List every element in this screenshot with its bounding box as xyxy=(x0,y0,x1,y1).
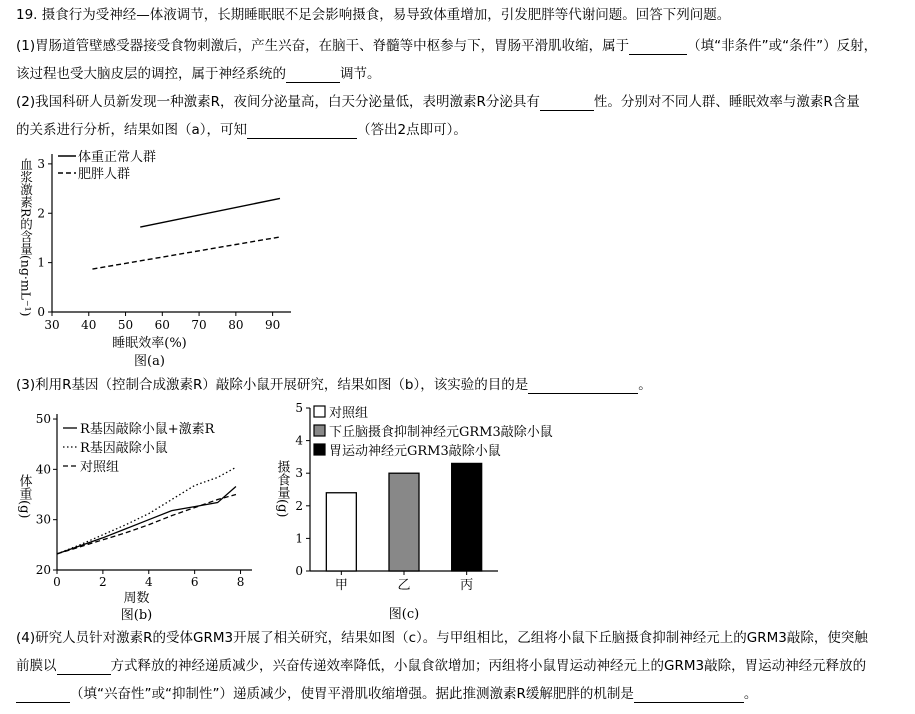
legend-swatch-2 xyxy=(314,425,325,436)
y-tick-label: 1 xyxy=(295,531,303,546)
p4-text-a: (4)研究人员针对激素R的受体GRM3开展了相关研究，结果如图（c）。与甲组相比，乙组将小鼠下丘脑摄食抑制神经元上的GRM3敲除，使突触 xyxy=(16,630,868,646)
y-tick-label: 3 xyxy=(295,466,303,481)
legend-label-1: 体重正常人群 xyxy=(78,150,157,165)
answer-blank-8[interactable] xyxy=(634,688,744,703)
chart-b xyxy=(14,400,264,622)
y-tick-label: 0 xyxy=(37,305,45,319)
y-tick-label: 5 xyxy=(295,401,303,415)
x-tick-label: 30 xyxy=(44,318,60,332)
question-part-2-line-1 xyxy=(16,93,860,111)
x-tick-label: 2 xyxy=(99,575,107,589)
p3-text-b: 。 xyxy=(638,377,652,393)
y-tick-label: 4 xyxy=(295,433,303,448)
legend-label-1: 对照组 xyxy=(329,406,369,421)
y-axis-label: 摄食量(g) xyxy=(274,460,290,518)
p4-text-d: （填“兴奋性”或“抑制性”）递质减少，使胃平滑肌收缩增强。据此推测激素R缓解肥胖的机制是 xyxy=(70,686,634,702)
p2-text-a: (2)我国科研人员新发现一种激素R，夜间分泌量高，白天分泌量低，表明激素R分泌具有 xyxy=(16,94,540,110)
answer-blank-4[interactable] xyxy=(247,124,357,139)
p2-text-c: 的关系进行分析，结果如图（a），可知 xyxy=(16,122,248,138)
p3-text-a: (3)利用R基因（控制合成激素R）敲除小鼠开展研究，结果如图（b），该实验的目的是 xyxy=(16,377,529,393)
series-line-2 xyxy=(92,237,280,269)
y-tick-label: 40 xyxy=(35,462,51,477)
p2-text-b: 性。分别对不同人群、睡眠效率与激素R含量 xyxy=(593,94,860,110)
x-tick-label: 70 xyxy=(191,318,207,332)
x-tick-label: 8 xyxy=(236,575,245,589)
y-tick-label: 3 xyxy=(37,156,45,171)
x-axis-label: 睡眠效率(%) xyxy=(112,336,187,351)
answer-blank-1[interactable] xyxy=(629,40,687,55)
legend-label-2: 肥胖人群 xyxy=(78,167,131,182)
y-tick-label: 2 xyxy=(295,498,303,513)
x-tick-label: 80 xyxy=(228,318,244,332)
legend-label-2: 下丘脑摄食抑制神经元GRM3敲除小鼠 xyxy=(329,425,553,440)
x-tick-label: 甲 xyxy=(334,578,348,593)
p4-text-e: 。 xyxy=(743,686,758,702)
legend-label-1: R基因敲除小鼠+激素R xyxy=(80,422,215,437)
question-part-2-line-2 xyxy=(16,121,467,139)
y-tick-label: 0 xyxy=(295,564,303,578)
y-tick-label: 50 xyxy=(35,412,51,427)
y-axis-label: 血浆激素R的含量(ng·mL⁻¹) xyxy=(18,158,34,317)
p1-text-d: 调节。 xyxy=(340,66,381,82)
answer-blank-3[interactable] xyxy=(540,96,594,111)
legend-label-3: 胃运动神经元GRM3敲除小鼠 xyxy=(329,444,501,459)
y-axis-label: 体重(g) xyxy=(16,474,32,519)
legend-label-2: R基因敲除小鼠 xyxy=(80,441,168,456)
legend-label-3: 对照组 xyxy=(80,460,120,475)
p1-text-b: （填“非条件”或“条件”）反射， xyxy=(687,38,878,54)
bar-3 xyxy=(452,463,482,571)
answer-blank-5[interactable] xyxy=(528,379,638,394)
x-axis-label: 周数 xyxy=(123,591,150,606)
question-part-4-line-3 xyxy=(16,685,757,703)
question-title: 19. 摄食行为受神经—体液调节，长期睡眠眠不足会影响摄食，易导致体重增加，引发肥胖等代谢问题。回答下列问题。 xyxy=(16,7,731,23)
question-part-1-line-1 xyxy=(16,37,877,55)
x-tick-label: 50 xyxy=(117,318,134,332)
x-tick-label: 60 xyxy=(154,318,170,332)
x-tick-label: 丙 xyxy=(460,578,474,593)
x-tick-label: 0 xyxy=(53,575,61,589)
series-line-2 xyxy=(57,467,236,554)
y-tick-label: 30 xyxy=(35,512,51,527)
x-tick-label: 乙 xyxy=(397,578,411,593)
bar-2 xyxy=(389,473,419,571)
p1-text-a: (1)胃肠道管壁感受器接受食物刺激后，产生兴奋，在脑干、脊髓等中枢参与下，胃肠平滑肌收缩，属于 xyxy=(16,38,630,54)
p4-text-b: 前膜以 xyxy=(16,658,57,674)
p1-text-c: 该过程也受大脑皮层的调控，属于神经系统的 xyxy=(16,66,286,82)
series-line-1 xyxy=(140,198,280,227)
answer-blank-2[interactable] xyxy=(286,68,340,83)
answer-blank-6[interactable] xyxy=(57,660,111,675)
x-tick-label: 90 xyxy=(264,318,281,332)
y-tick-label: 20 xyxy=(35,563,51,577)
p2-text-d: （答出2点即可）。 xyxy=(357,122,467,138)
legend-swatch-3 xyxy=(314,444,325,455)
p4-text-c: 方式释放的神经递质减少，兴奋传递效率降低，小鼠食欲增加；丙组将小鼠胃运动神经元上的GRM3敲除，胃运动神经元释放的 xyxy=(110,658,867,674)
x-tick-label: 40 xyxy=(81,318,97,332)
answer-blank-7[interactable] xyxy=(16,688,70,703)
x-tick-label: 4 xyxy=(144,575,153,589)
x-tick-label: 6 xyxy=(190,575,199,589)
question-part-3 xyxy=(16,376,652,394)
question-part-4-line-1 xyxy=(16,629,868,647)
y-tick-label: 1 xyxy=(37,255,45,270)
y-tick-label: 2 xyxy=(37,206,45,221)
question-part-4-line-2 xyxy=(16,657,866,675)
figure-caption: 图(a) xyxy=(134,354,165,369)
question-part-1-line-2 xyxy=(16,65,381,83)
chart-a xyxy=(16,146,306,371)
figure-caption: 图(b) xyxy=(120,608,153,622)
bar-1 xyxy=(326,493,356,571)
figure-caption: 图(c) xyxy=(388,607,420,622)
chart-c xyxy=(268,396,588,624)
legend-swatch-1 xyxy=(314,406,325,417)
